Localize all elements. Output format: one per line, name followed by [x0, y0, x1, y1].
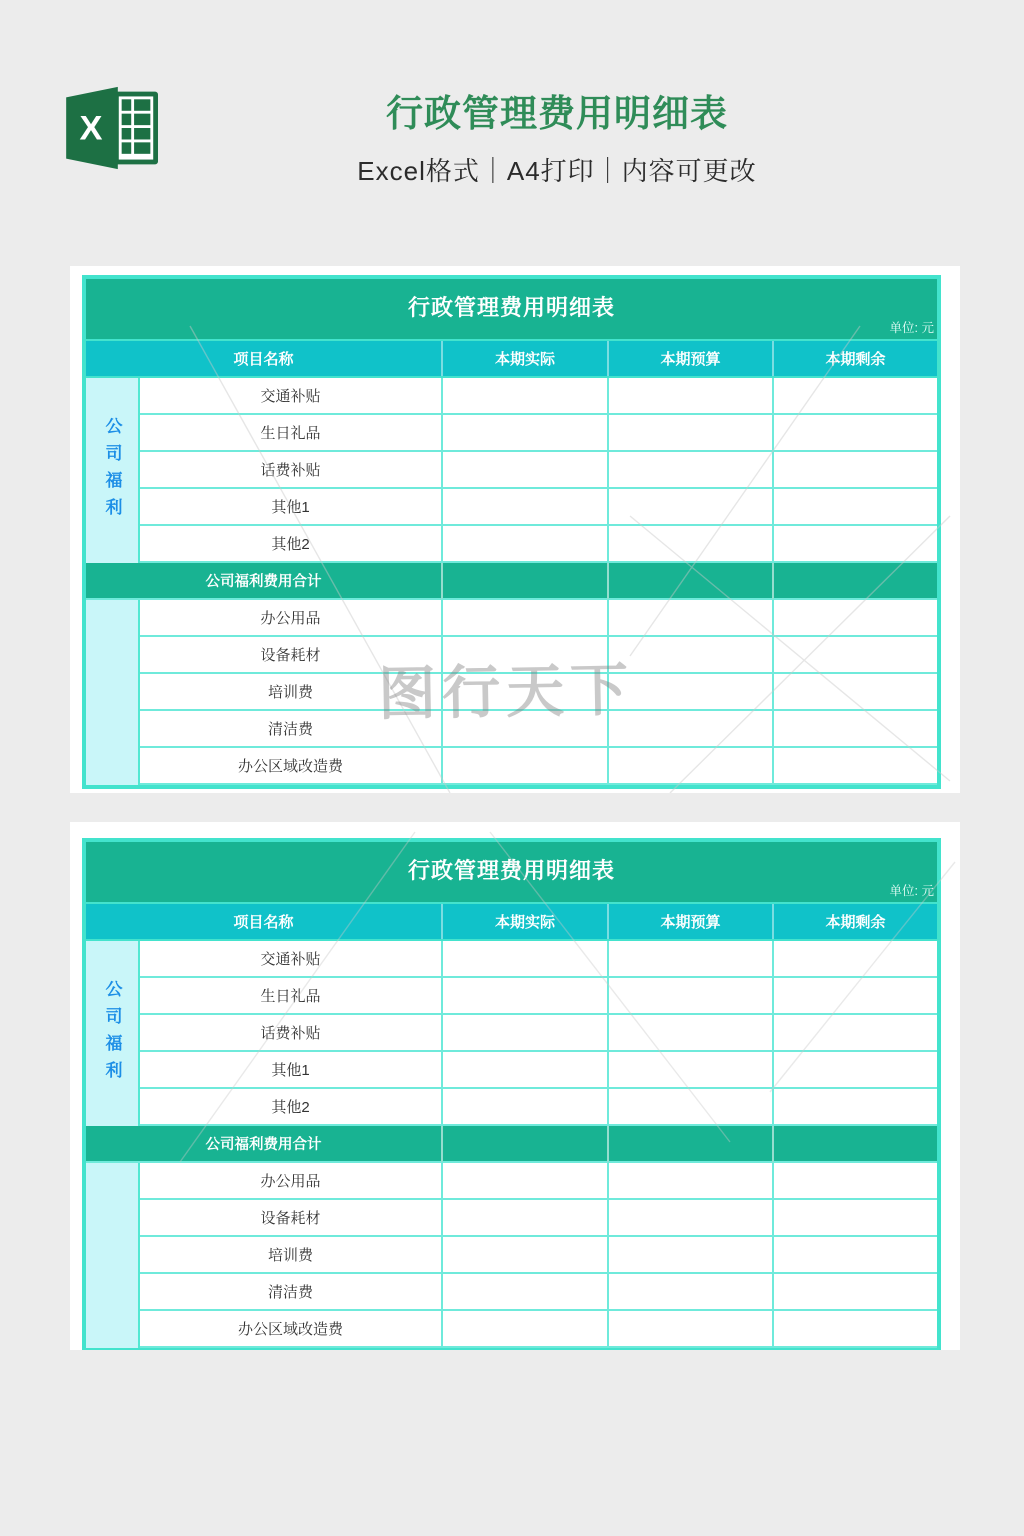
empty-cell: [772, 978, 937, 1015]
subtotal-row-label: 公司福利费用合计: [86, 1126, 441, 1163]
empty-cell: [607, 415, 772, 452]
empty-cell: [441, 452, 607, 489]
empty-cell: [772, 489, 937, 526]
empty-cell: [607, 600, 772, 637]
col-header-actual: 本期实际: [441, 904, 607, 939]
subtotal-cell: [772, 1126, 937, 1163]
section1-label-cell: [86, 378, 140, 563]
row-label: 生日礼品: [140, 415, 441, 452]
empty-cell: [607, 1163, 772, 1200]
col-header-budget: 本期预算: [607, 904, 772, 939]
empty-cell: [772, 711, 937, 748]
row-label: 话费补贴: [140, 452, 441, 489]
empty-cell: [441, 1200, 607, 1237]
unit-label: 单位: 元: [889, 884, 934, 898]
subtotal-cell: [441, 563, 607, 600]
row-label: 设备耗材: [140, 1200, 441, 1237]
subtotal-cell: [772, 563, 937, 600]
col-header-remaining: 本期剩余: [772, 341, 937, 376]
row-label: 交通补贴: [140, 378, 441, 415]
page-header: [90, 94, 1024, 188]
empty-cell: [772, 1274, 937, 1311]
empty-cell: [441, 1237, 607, 1274]
empty-cell: [772, 1052, 937, 1089]
empty-cell: [607, 1200, 772, 1237]
empty-cell: [441, 748, 607, 785]
empty-cell: [441, 415, 607, 452]
row-label: 办公用品: [140, 600, 441, 637]
site-watermark: 图行天下: [377, 655, 635, 728]
empty-cell: [772, 1200, 937, 1237]
template-preview-card-2: [70, 822, 960, 1350]
empty-cell: [441, 600, 607, 637]
empty-cell: [441, 1015, 607, 1052]
col-header-item-name: 项目名称: [233, 914, 294, 931]
svg-text:X: X: [79, 109, 103, 148]
empty-cell: [607, 452, 772, 489]
row-label: 办公区域改造费: [140, 1311, 441, 1348]
empty-cell: [607, 1237, 772, 1274]
row-label: 设备耗材: [140, 637, 441, 674]
page-subtitle: Excel格式｜A4打印｜内容可更改: [357, 155, 757, 186]
section1-label: 公司福利: [102, 416, 122, 525]
empty-cell: [772, 941, 937, 978]
empty-cell: [772, 415, 937, 452]
unit-label: 单位: 元: [889, 321, 934, 335]
section2-label-cell: [86, 600, 140, 785]
table-title: 行政管理费用明细表: [407, 294, 615, 320]
row-label: 培训费: [140, 674, 441, 711]
subtotal-cell: [441, 1126, 607, 1163]
subtotal-row-label: 公司福利费用合计: [86, 563, 441, 600]
row-label: 其他2: [140, 526, 441, 563]
empty-cell: [607, 1311, 772, 1348]
empty-cell: [772, 1015, 937, 1052]
section1-label-cell: [86, 941, 140, 1126]
row-label: 其他1: [140, 1052, 441, 1089]
empty-cell: [441, 1163, 607, 1200]
empty-cell: [441, 489, 607, 526]
empty-cell: [772, 1089, 937, 1126]
empty-cell: [441, 941, 607, 978]
page-title: 行政管理费用明细表: [386, 93, 728, 134]
section1-label: 公司福利: [102, 979, 122, 1088]
col-header-remaining: 本期剩余: [772, 904, 937, 939]
empty-cell: [772, 748, 937, 785]
empty-cell: [441, 978, 607, 1015]
empty-cell: [772, 637, 937, 674]
row-label: 其他2: [140, 1089, 441, 1126]
expense-table: [82, 838, 941, 1350]
table-title-band: [86, 279, 937, 339]
col-header-item-name: 项目名称: [233, 351, 294, 368]
empty-cell: [607, 1089, 772, 1126]
empty-cell: [772, 452, 937, 489]
empty-cell: [772, 674, 937, 711]
empty-cell: [772, 1163, 937, 1200]
empty-cell: [607, 1015, 772, 1052]
empty-cell: [441, 1052, 607, 1089]
empty-cell: [607, 941, 772, 978]
row-label: 其他1: [140, 489, 441, 526]
row-label: 交通补贴: [140, 941, 441, 978]
col-header-budget: 本期预算: [607, 341, 772, 376]
empty-cell: [772, 600, 937, 637]
row-label: 话费补贴: [140, 1015, 441, 1052]
section2-label-cell: [86, 1163, 140, 1348]
row-label: 培训费: [140, 1237, 441, 1274]
empty-cell: [441, 1311, 607, 1348]
table-body: [86, 939, 937, 1348]
empty-cell: [607, 748, 772, 785]
empty-cell: [607, 978, 772, 1015]
empty-cell: [607, 1274, 772, 1311]
empty-cell: [607, 526, 772, 563]
col-header-actual: 本期实际: [441, 341, 607, 376]
subtotal-cell: [607, 563, 772, 600]
template-preview-card-1: [70, 266, 960, 793]
row-label: 清洁费: [140, 711, 441, 748]
empty-cell: [607, 378, 772, 415]
table-header-row: [86, 339, 937, 376]
empty-cell: [607, 1052, 772, 1089]
row-label: 办公用品: [140, 1163, 441, 1200]
empty-cell: [772, 526, 937, 563]
empty-cell: [607, 489, 772, 526]
empty-cell: [772, 1311, 937, 1348]
empty-cell: [441, 378, 607, 415]
subtotal-cell: [607, 1126, 772, 1163]
table-header-row: [86, 902, 937, 939]
empty-cell: [772, 378, 937, 415]
table-title-band: [86, 842, 937, 902]
empty-cell: [441, 1274, 607, 1311]
row-label: 生日礼品: [140, 978, 441, 1015]
empty-cell: [772, 1237, 937, 1274]
row-label: 清洁费: [140, 1274, 441, 1311]
row-label: 办公区域改造费: [140, 748, 441, 785]
empty-cell: [441, 526, 607, 563]
table-title: 行政管理费用明细表: [407, 857, 615, 883]
empty-cell: [441, 1089, 607, 1126]
